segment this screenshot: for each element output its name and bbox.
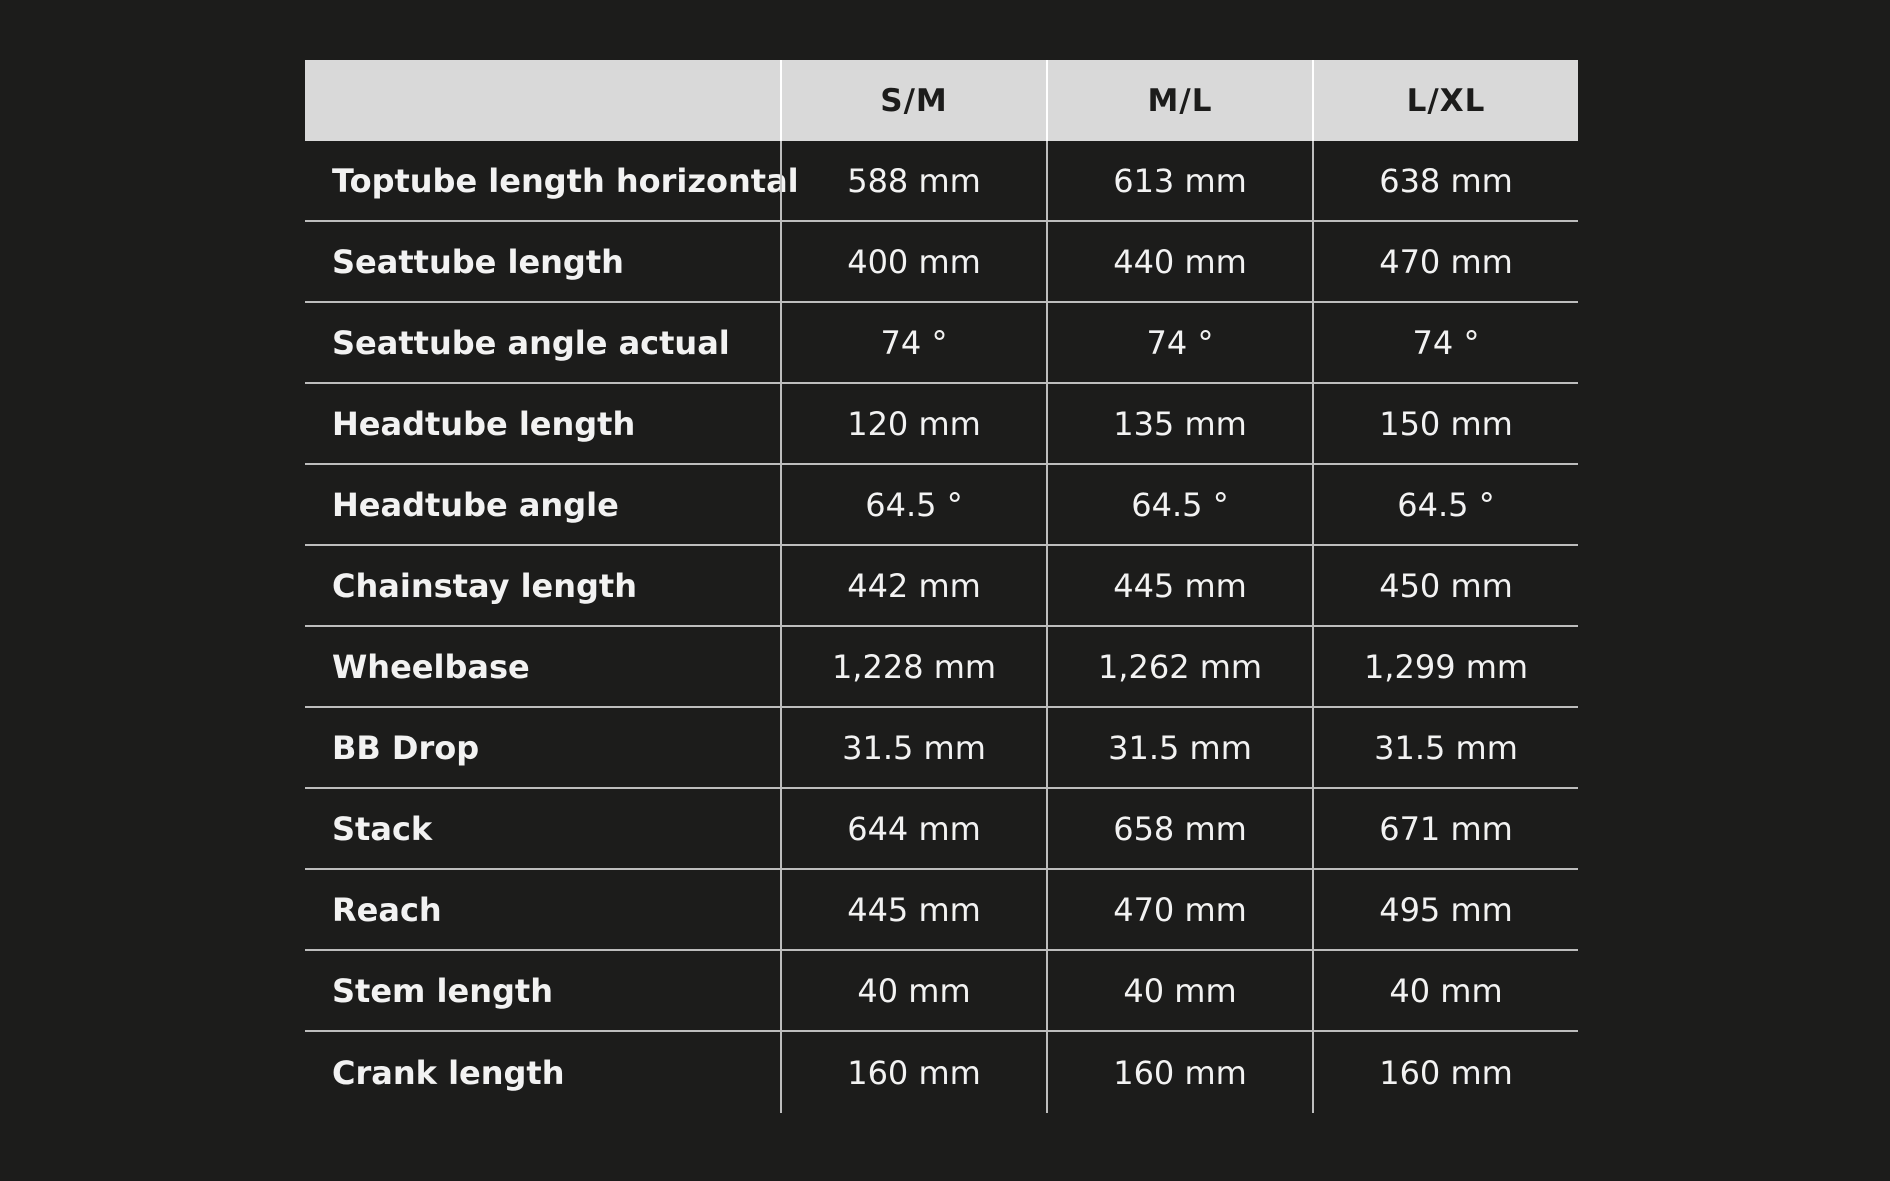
table-cell: 160 mm — [1312, 1032, 1578, 1113]
header-cell-m-l: M/L — [1046, 60, 1312, 141]
table-row — [305, 708, 1578, 789]
table-row — [305, 951, 1578, 1032]
table-cell: 588 mm — [780, 141, 1046, 220]
row-label: Stem length — [332, 971, 553, 1010]
table-row — [305, 384, 1578, 465]
row-label: Toptube length horizontal — [332, 161, 799, 200]
table-cell: 74 ° — [780, 303, 1046, 382]
table-cell: 613 mm — [1046, 141, 1312, 220]
table-cell: 74 ° — [1046, 303, 1312, 382]
row-label: Crank length — [332, 1053, 565, 1092]
table-row — [305, 1032, 1578, 1113]
table-cell: 1,228 mm — [780, 627, 1046, 706]
table-cell: 40 mm — [780, 951, 1046, 1030]
table-cell: 64.5 ° — [1046, 465, 1312, 544]
row-label: Seattube angle actual — [332, 323, 730, 362]
row-label: Wheelbase — [332, 647, 530, 686]
geometry-table — [305, 60, 1578, 1113]
table-row — [305, 222, 1578, 303]
table-cell: 400 mm — [780, 222, 1046, 301]
table-row — [305, 870, 1578, 951]
row-label: Headtube length — [332, 404, 636, 443]
table-cell: 658 mm — [1046, 789, 1312, 868]
table-cell: 31.5 mm — [780, 708, 1046, 787]
table-cell: 671 mm — [1312, 789, 1578, 868]
table-cell: 440 mm — [1046, 222, 1312, 301]
header-cell-s-m: S/M — [780, 60, 1046, 141]
table-cell: 74 ° — [1312, 303, 1578, 382]
table-cell: 64.5 ° — [780, 465, 1046, 544]
row-label: Stack — [332, 809, 433, 848]
table-cell: 40 mm — [1046, 951, 1312, 1030]
table-cell: 442 mm — [780, 546, 1046, 625]
table-cell: 470 mm — [1312, 222, 1578, 301]
table-row — [305, 141, 1578, 222]
row-label: BB Drop — [332, 728, 480, 767]
row-label: Headtube angle — [332, 485, 619, 524]
table-cell: 40 mm — [1312, 951, 1578, 1030]
table-cell: 150 mm — [1312, 384, 1578, 463]
table-cell: 450 mm — [1312, 546, 1578, 625]
table-header — [305, 60, 1578, 141]
table-cell: 1,262 mm — [1046, 627, 1312, 706]
row-label: Chainstay length — [332, 566, 637, 605]
table-cell: 644 mm — [780, 789, 1046, 868]
table-cell: 638 mm — [1312, 141, 1578, 220]
table-cell: 445 mm — [1046, 546, 1312, 625]
table-cell: 31.5 mm — [1046, 708, 1312, 787]
table-row — [305, 465, 1578, 546]
table-cell: 31.5 mm — [1312, 708, 1578, 787]
header-cell-empty — [305, 60, 780, 141]
table-cell: 64.5 ° — [1312, 465, 1578, 544]
table-cell: 160 mm — [1046, 1032, 1312, 1113]
table-row — [305, 627, 1578, 708]
table-row — [305, 303, 1578, 384]
table-cell: 445 mm — [780, 870, 1046, 949]
table-cell: 160 mm — [780, 1032, 1046, 1113]
table-cell: 470 mm — [1046, 870, 1312, 949]
table-cell: 1,299 mm — [1312, 627, 1578, 706]
table-cell: 120 mm — [780, 384, 1046, 463]
row-label: Seattube length — [332, 242, 624, 281]
table-row — [305, 789, 1578, 870]
header-cell-l-xl: L/XL — [1312, 60, 1578, 141]
table-row — [305, 546, 1578, 627]
table-cell: 135 mm — [1046, 384, 1312, 463]
table-cell: 495 mm — [1312, 870, 1578, 949]
row-label: Reach — [332, 890, 442, 929]
